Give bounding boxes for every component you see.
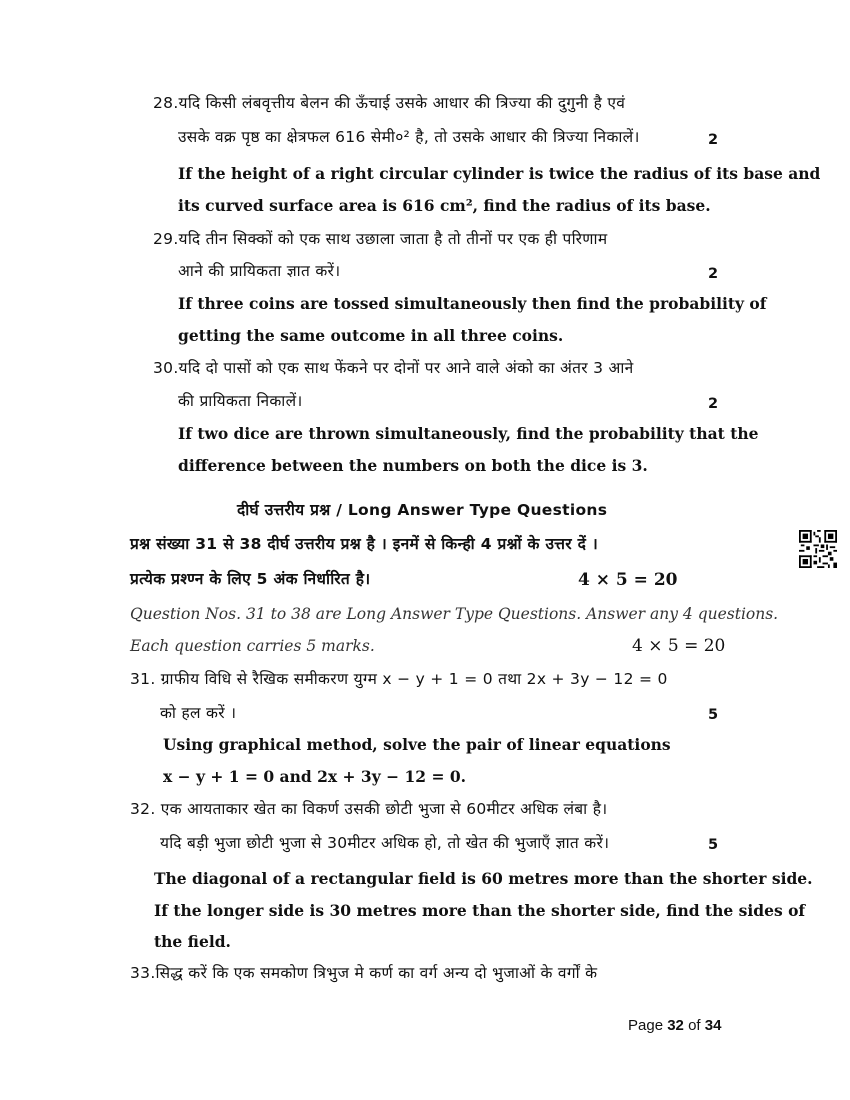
page-of-label: of [688, 1017, 701, 1034]
q29-english-line-2: getting the same outcome in all three coins. [178, 326, 564, 345]
q32-marks: 5 [708, 837, 719, 853]
q32-english-line-1: The diagonal of a rectangular field is 60 metres more than the shorter side. [154, 869, 813, 888]
section-instructions-hindi-line-2: प्रत्येक प्रश्ण्न के लिए 5 अंक निर्धारित है। [130, 570, 371, 588]
q29-hindi-line-2: आने की प्रायिकता ज्ञात करें। [178, 262, 341, 280]
q30-english-line-2: difference between the numbers on both the dice is 3. [178, 456, 648, 475]
q28-marks: 2 [708, 132, 719, 148]
q30-hindi-line-1: 30.यदि दो पासों को एक साथ फेंकने पर दोनों पर आने वाले अंको का अंतर 3 आने [153, 359, 634, 377]
q29-english-line-1: If three coins are tossed simultaneously then find the probability of [178, 294, 767, 313]
q32-hindi-line-1: 32. एक आयताकार खेत का विकर्ण उसकी छोटी भुजा से 60मीटर अधिक लंबा है। [130, 800, 608, 818]
q29-hindi-line-1: 29.यदि तीन सिक्कों को एक साथ उछाला जाता है तो तीनों पर एक ही परिणाम [153, 230, 608, 248]
page-label: Page [628, 1017, 664, 1034]
q32-hindi-line-2: यदि बड़ी भुजा छोटी भुजा से 30मीटर अधिक हो, तो खेत की भुजाएँ ज्ञात करें। [160, 834, 610, 852]
q31-english-line-1: Using graphical method, solve the pair of linear equations [163, 735, 671, 754]
page-number: 32 [667, 1017, 684, 1034]
section-instructions-english-line-1: Question Nos. 31 to 38 are Long Answer Type Questions. Answer any 4 questions. [130, 605, 779, 623]
section-instructions-english-line-2: Each question carries 5 marks. [130, 637, 375, 655]
qr-code-icon [799, 530, 837, 568]
q32-english-line-2: If the longer side is 30 metres more than the shorter side, find the sides of [154, 901, 806, 920]
q28-english-line-1: If the height of a right circular cylinder is twice the radius of its base and [178, 164, 821, 183]
q28-english-line-2: its curved surface area is 616 cm², find the radius of its base. [178, 196, 711, 215]
page-footer [628, 1017, 721, 1034]
q33-hindi-line-1: 33.सिद्ध करें कि एक समकोण त्रिभुज मे कर्ण का वर्ग अन्य दो भुजाओं के वर्गों के [130, 964, 598, 982]
q30-marks: 2 [708, 396, 719, 412]
q31-english-line-2: x − y + 1 = 0 and 2x + 3y − 12 = 0. [163, 767, 467, 786]
page-total: 34 [704, 1017, 722, 1034]
q31-hindi-line-1: 31. ग्राफीय विधि से रैखिक समीकरण युग्म x − y + 1 = 0 तथा 2x + 3y − 12 = 0 [130, 670, 668, 688]
q29-marks: 2 [708, 266, 719, 282]
q30-english-line-1: If two dice are thrown simultaneously, find the probability that the [178, 424, 759, 443]
section-instructions-hindi-line-1: प्रश्न संख्या 31 से 38 दीर्घ उत्तरीय प्रश्न है । इनमें से किन्ही 4 प्रश्नों के उत्तर दें । [130, 535, 599, 553]
q32-english-line-3: the field. [154, 932, 231, 951]
q28-hindi-line-2: उसके वक्र पृष्ठ का क्षेत्रफल 616 सेमी०² है, तो उसके आधार की त्रिज्या निकालें। [178, 128, 640, 146]
q31-hindi-line-2: को हल करें । [160, 704, 237, 722]
q31-marks: 5 [708, 707, 719, 723]
section-marks-hindi: 4 × 5 = 20 [578, 570, 678, 590]
q28-hindi-line-1: 28.यदि किसी लंबवृत्तीय बेलन की ऊँचाई उसके आधार की त्रिज्या की दुगुनी है एवं [153, 94, 626, 112]
section-heading: दीर्घ उत्तरीय प्रश्न / Long Answer Type Questions [237, 501, 608, 519]
q30-hindi-line-2: की प्रायिकता निकालें। [178, 392, 303, 410]
section-marks-english: 4 × 5 = 20 [632, 636, 726, 656]
